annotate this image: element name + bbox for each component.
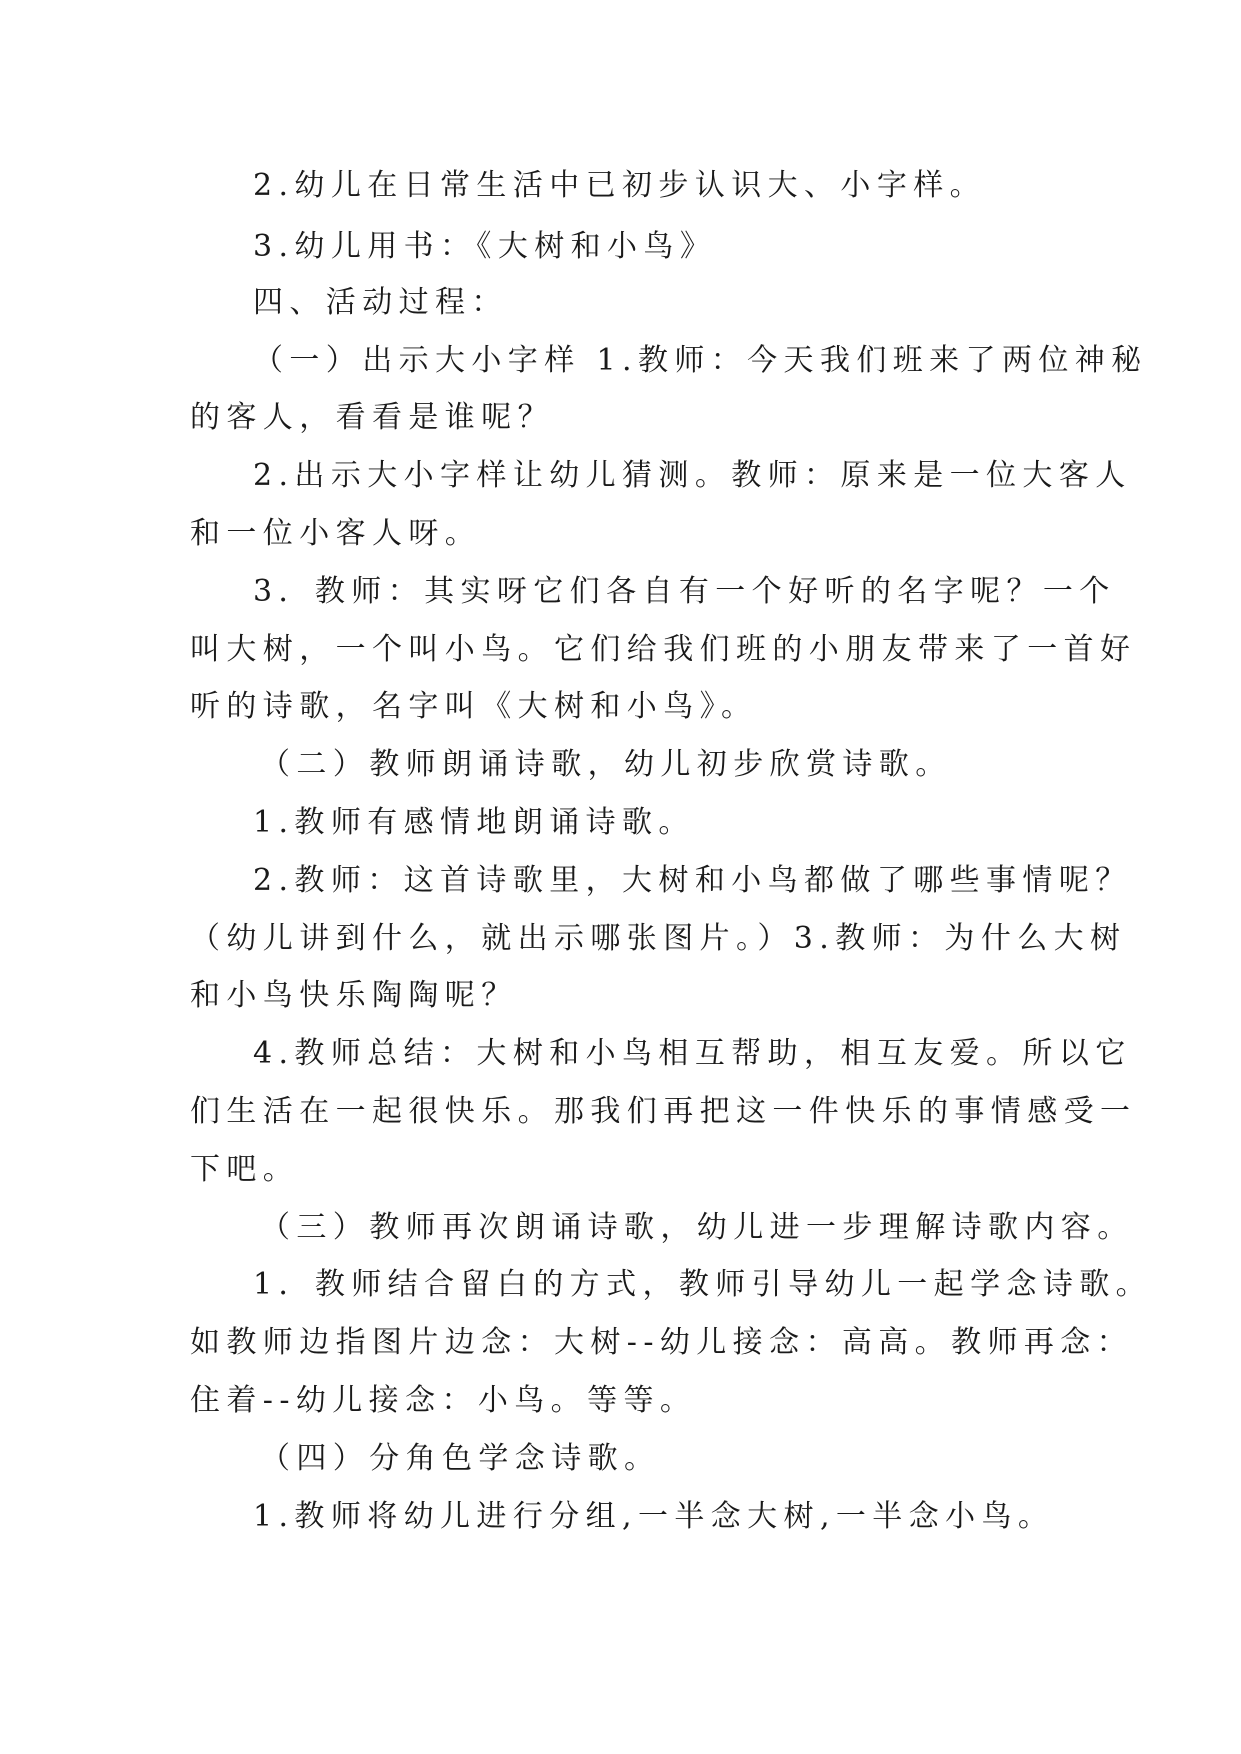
text-line-17: 们生活在一起很快乐。那我们再把这一件快乐的事情感受一: [190, 1094, 1137, 1129]
text-line-16: 4.教师总结：大树和小鸟相互帮助，相互友爱。所以它: [253, 1036, 1132, 1071]
text-line-22: 住着--幼儿接念：小鸟。等等。: [190, 1383, 697, 1418]
text-line-7: 和一位小客人呀。: [190, 516, 482, 551]
text-line-20: 1．教师结合留白的方式，教师引导幼儿一起学念诗歌。: [253, 1267, 1153, 1302]
text-line-9: 叫大树，一个叫小鸟。它们给我们班的小朋友带来了一首好: [190, 632, 1137, 667]
text-line-24: 1.教师将幼儿进行分组,一半念大树,一半念小鸟。: [253, 1499, 1055, 1534]
text-line-18: 下吧。: [190, 1152, 300, 1187]
text-line-14: （幼儿讲到什么，就出示哪张图片。）3.教师：为什么大树: [190, 921, 1127, 956]
text-line-8: 3．教师：其实呀它们各自有一个好听的名字呢？一个: [253, 574, 1116, 609]
text-line-21: 如教师边指图片边念：大树--幼儿接念：高高。教师再念：: [190, 1325, 1134, 1360]
text-line-1: 2.幼儿在日常生活中已初步认识大、小字样。: [253, 168, 987, 203]
subsection-heading-2: （二）教师朗诵诗歌，幼儿初步欣赏诗歌。: [260, 747, 952, 782]
text-line-13: 2.教师：这首诗歌里，大树和小鸟都做了哪些事情呢？: [253, 863, 1132, 898]
subsection-heading-3: （三）教师再次朗诵诗歌，幼儿进一步理解诗歌内容。: [260, 1210, 1134, 1245]
text-line-4: （一）出示大小字样 1.教师：今天我们班来了两位神秘: [253, 343, 1148, 378]
subsection-heading-4: （四）分角色学念诗歌。: [260, 1441, 661, 1476]
text-line-15: 和小鸟快乐陶陶呢？: [190, 978, 518, 1013]
text-line-6: 2.出示大小字样让幼儿猜测。教师：原来是一位大客人: [253, 458, 1132, 493]
text-line-12: 1.教师有感情地朗诵诗歌。: [253, 805, 695, 840]
section-heading-activity-process: 四、活动过程：: [253, 285, 508, 320]
text-line-2: 3.幼儿用书：《大树和小鸟》: [253, 229, 717, 264]
text-line-10: 听的诗歌，名字叫《大树和小鸟》。: [190, 689, 758, 724]
text-line-5: 的客人，看看是谁呢？: [190, 400, 554, 435]
